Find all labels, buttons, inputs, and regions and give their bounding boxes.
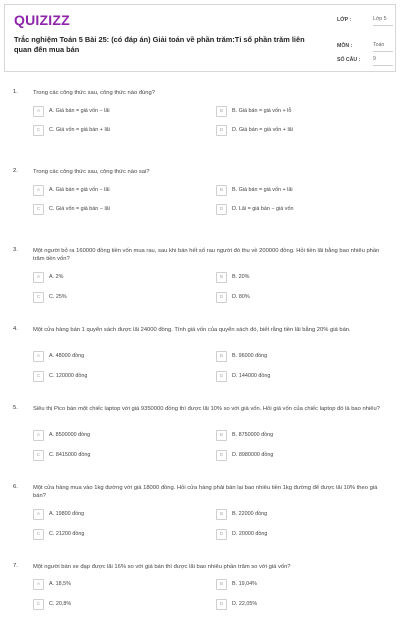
question-count-label: SỐ CÂU : bbox=[337, 57, 361, 63]
answer-option-c[interactable] bbox=[33, 204, 203, 215]
grade-value: Lớp 5 bbox=[373, 16, 393, 26]
option-letter-box: D bbox=[216, 529, 227, 540]
option-text: D. Giá bán = giá vốn + lãi bbox=[232, 127, 293, 133]
option-letter-box: B bbox=[216, 272, 227, 283]
question-text: Siêu thị Pico bán một chiếc laptop với giá 9350000 đồng thì được lãi 10% so với giá vốn. Hỏi giá vốn của chiếc laptop đó là bao nhiêu? bbox=[33, 406, 380, 412]
question-number: 2. bbox=[13, 168, 18, 174]
answer-option-b[interactable] bbox=[216, 185, 386, 196]
question-item bbox=[0, 402, 400, 481]
answer-option-a[interactable] bbox=[33, 509, 203, 520]
answer-option-a[interactable] bbox=[33, 351, 203, 362]
answer-option-b[interactable] bbox=[216, 430, 386, 441]
option-text: D. 80% bbox=[232, 294, 250, 300]
option-text: A. Giá bán = giá vốn − lãi bbox=[49, 108, 110, 114]
option-text: C. 8415000 đồng bbox=[49, 452, 91, 458]
option-text: A. Giá bán = giá vốn − lãi bbox=[49, 187, 110, 193]
option-text: A. 48000 đồng bbox=[49, 353, 85, 359]
option-text: B. 19,04% bbox=[232, 581, 257, 587]
answer-option-b[interactable] bbox=[216, 351, 386, 362]
option-text: D. 22,05% bbox=[232, 601, 258, 607]
option-letter-box: D bbox=[216, 292, 227, 303]
option-letter-box: C bbox=[33, 450, 44, 461]
answer-option-d[interactable] bbox=[216, 204, 386, 215]
meta-grade-row bbox=[337, 14, 393, 40]
question-text: Một cửa hàng bán 1 quyển sách được lãi 24000 đồng. Tính giá vốn của quyển sách đó, biết rằng tiền lãi bằng 20% giá bán. bbox=[33, 327, 351, 333]
answer-option-b[interactable] bbox=[216, 509, 386, 520]
worksheet-meta bbox=[337, 14, 393, 68]
worksheet-header bbox=[4, 4, 396, 72]
answer-option-c[interactable] bbox=[33, 292, 203, 303]
option-letter-box: C bbox=[33, 125, 44, 136]
question-text: Trong các công thức sau, công thức nào đúng? bbox=[33, 90, 155, 96]
option-letter-box: B bbox=[216, 579, 227, 590]
question-count-value: 9 bbox=[373, 56, 393, 66]
question-item bbox=[0, 86, 400, 165]
option-letter-box: D bbox=[216, 204, 227, 215]
option-letter-box: A bbox=[33, 185, 44, 196]
question-number: 3. bbox=[13, 247, 18, 253]
option-text: A. 2% bbox=[49, 274, 64, 280]
question-list bbox=[0, 86, 400, 639]
question-number: 7. bbox=[13, 563, 18, 569]
option-text: B. Giá bán = giá vốn + lỗ bbox=[232, 108, 292, 114]
option-text: D. 20000 đồng bbox=[232, 531, 268, 537]
answer-option-d[interactable] bbox=[216, 450, 386, 461]
option-text: B. Giá bán = giá vốn + lãi bbox=[232, 187, 293, 193]
option-letter-box: A bbox=[33, 106, 44, 117]
worksheet-title: Trắc nghiệm Toán 5 Bài 25: (có đáp án) Giải toán về phần trăm:Tỉ số phần trăm liên quan đến mua bán bbox=[14, 35, 305, 54]
option-text: A. 18,5% bbox=[49, 581, 71, 587]
question-text: Một cửa hàng mua vào 1kg đường với giá 18000 đồng. Hỏi cửa hàng phải bán lại bao nhiêu tiền 1kg đường để được lãi 10% theo giá bán? bbox=[33, 485, 378, 499]
option-text: C. 120000 đồng bbox=[49, 373, 88, 379]
answer-option-a[interactable] bbox=[33, 185, 203, 196]
question-number: 1. bbox=[13, 89, 18, 95]
answer-option-a[interactable] bbox=[33, 579, 203, 590]
option-text: B. 22000 đồng bbox=[232, 511, 268, 517]
question-number: 4. bbox=[13, 326, 18, 332]
question-text: Một người bỏ ra 160000 đồng tiền vốn mua rau, sau khi bán hết số rau người đó thu về 200000 đồng. Hỏi tiền lãi bằng bao nhiêu phần trăm tiền vốn? bbox=[33, 248, 380, 262]
option-letter-box: C bbox=[33, 292, 44, 303]
answer-option-d[interactable] bbox=[216, 599, 386, 610]
option-letter-box: A bbox=[33, 272, 44, 283]
option-letter-box: A bbox=[33, 579, 44, 590]
option-letter-box: D bbox=[216, 371, 227, 382]
answer-option-c[interactable] bbox=[33, 371, 203, 382]
question-item bbox=[0, 323, 400, 402]
question-number: 5. bbox=[13, 405, 18, 411]
answer-option-c[interactable] bbox=[33, 450, 203, 461]
option-letter-box: B bbox=[216, 430, 227, 441]
option-letter-box: B bbox=[216, 351, 227, 362]
option-letter-box: C bbox=[33, 529, 44, 540]
option-text: A. 8500000 đồng bbox=[49, 432, 91, 438]
question-item bbox=[0, 165, 400, 244]
answer-option-b[interactable] bbox=[216, 106, 386, 117]
answer-option-c[interactable] bbox=[33, 529, 203, 540]
answer-option-d[interactable] bbox=[216, 292, 386, 303]
option-letter-box: A bbox=[33, 430, 44, 441]
answer-option-d[interactable] bbox=[216, 125, 386, 136]
option-text: B. 20% bbox=[232, 274, 250, 280]
option-letter-box: B bbox=[216, 185, 227, 196]
option-text: C. 20,8% bbox=[49, 601, 72, 607]
option-letter-box: C bbox=[33, 204, 44, 215]
question-item bbox=[0, 481, 400, 560]
option-letter-box: A bbox=[33, 509, 44, 520]
answer-option-d[interactable] bbox=[216, 529, 386, 540]
option-letter-box: C bbox=[33, 371, 44, 382]
question-item bbox=[0, 244, 400, 323]
question-text: Trong các công thức sau, công thức nào sai? bbox=[33, 169, 150, 175]
answer-option-c[interactable] bbox=[33, 125, 203, 136]
grade-label: LỚP : bbox=[337, 17, 352, 23]
option-text: C. Giá vốn = giá bán − lãi bbox=[49, 206, 110, 212]
meta-count-row bbox=[337, 54, 393, 68]
option-text: C. 25% bbox=[49, 294, 67, 300]
subject-label: MÔN : bbox=[337, 43, 353, 49]
option-text: D. Lãi = giá bán − giá vốn bbox=[232, 206, 294, 212]
option-text: C. 21200 đồng bbox=[49, 531, 85, 537]
answer-option-b[interactable] bbox=[216, 579, 386, 590]
option-letter-box: D bbox=[216, 125, 227, 136]
answer-option-a[interactable] bbox=[33, 106, 203, 117]
quizizz-logo: QUIZIZZ bbox=[14, 12, 70, 28]
option-text: B. 96000 đồng bbox=[232, 353, 268, 359]
answer-option-a[interactable] bbox=[33, 272, 203, 283]
option-letter-box: A bbox=[33, 351, 44, 362]
option-letter-box: D bbox=[216, 450, 227, 461]
subject-value: Toán bbox=[373, 42, 393, 52]
option-text: D. 144000 đồng bbox=[232, 373, 271, 379]
answer-option-b[interactable] bbox=[216, 272, 386, 283]
answer-option-c[interactable] bbox=[33, 599, 203, 610]
option-text: D. 8980000 đồng bbox=[232, 452, 274, 458]
option-text: C. Giá vốn = giá bán + lãi bbox=[49, 127, 110, 133]
meta-subject-row bbox=[337, 40, 393, 54]
answer-option-d[interactable] bbox=[216, 371, 386, 382]
answer-option-a[interactable] bbox=[33, 430, 203, 441]
question-number: 6. bbox=[13, 484, 18, 490]
option-letter-box: C bbox=[33, 599, 44, 610]
option-letter-box: B bbox=[216, 509, 227, 520]
option-letter-box: B bbox=[216, 106, 227, 117]
option-text: A. 19800 đồng bbox=[49, 511, 85, 517]
option-text: B. 8750000 đồng bbox=[232, 432, 274, 438]
option-letter-box: D bbox=[216, 599, 227, 610]
question-text: Một người bán xe đạp được lãi 16% so với giá bán thì được lãi bao nhiêu phần trăm so với giá vốn? bbox=[33, 564, 291, 570]
